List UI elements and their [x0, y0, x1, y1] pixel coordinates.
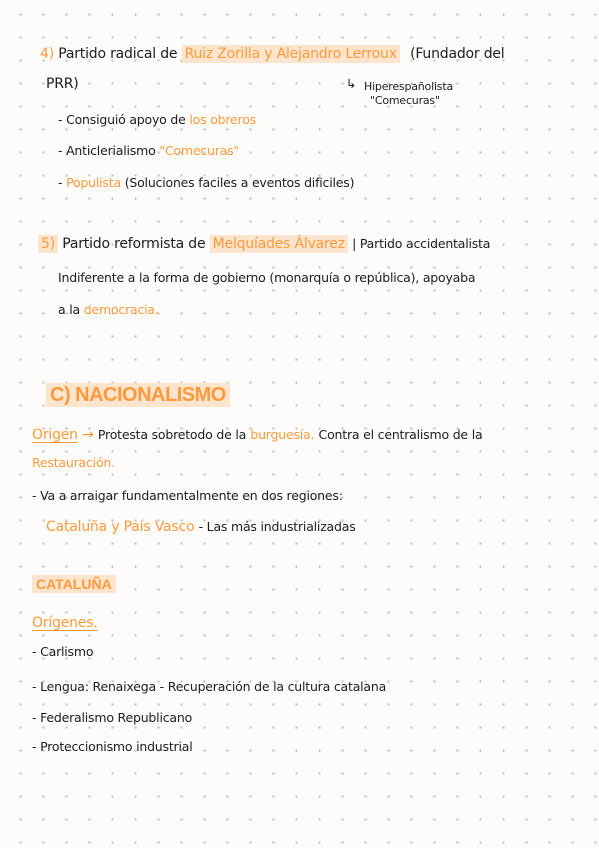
section-4-prr: PRR): [46, 76, 79, 92]
region-pais-vasco: País Vasco: [123, 519, 195, 535]
cataluna-item-2: - Lengua: Renaixega - Recuperación de la cultura catalana: [32, 679, 387, 694]
origen-restauracion: Restauración.: [32, 455, 115, 470]
section-5-line-3: [58, 300, 159, 320]
section-5-number: 5): [38, 235, 58, 253]
section-4-bullet-3: - Populista (Soluciones faciles a eventos dificiles): [58, 175, 355, 190]
origen-arrow: →: [82, 427, 94, 443]
section-5-line-2: Indiferente a la forma de gobierno (monarquía o república), apoyaba: [58, 270, 476, 285]
section-4-bullet-2: [58, 141, 239, 161]
nacionalismo-regiones-list: [46, 517, 356, 537]
bullet-2-text: - Anticlerialismo: [58, 143, 156, 158]
bullet-1-highlight: los obreros: [189, 112, 256, 127]
nacionalismo-title: [46, 384, 230, 407]
bullet-2-highlight: "Comecuras": [159, 143, 239, 158]
region-y: y: [111, 519, 120, 535]
section-4-note-1: Hiperespañolista: [364, 80, 453, 93]
section-5-leader: Melquíades Álvarez: [210, 235, 348, 253]
nacionalismo-origen-line: [32, 425, 482, 445]
cataluna-origenes: Orígenes.: [32, 615, 98, 631]
regiones-note: - Las más industrializadas: [198, 519, 356, 534]
bullet-3-text: (Soluciones faciles a eventos dificiles): [124, 175, 355, 190]
section-5-heading: [38, 234, 490, 254]
bullet-1-text: - Consiguió apoyo de: [58, 112, 186, 127]
section-4-note-2: "Comecuras": [370, 94, 440, 107]
section-4-note-arrow: ↳: [346, 76, 357, 91]
cataluna-title-text: CATALUÑA: [32, 575, 116, 593]
origen-text-2: Contra el centralismo de la: [318, 427, 483, 442]
origen-label: Origen: [32, 427, 78, 443]
section-5-rest: | Partido accidentalista: [352, 236, 491, 251]
section-4-label: Partido radical de: [58, 46, 178, 62]
cataluna-item-1: - Carlismo: [32, 644, 94, 659]
bullet-3-highlight: Populista: [66, 175, 121, 190]
region-cataluna: Cataluña: [46, 519, 108, 535]
origen-burguesia: burguesía.: [250, 427, 315, 442]
origen-text-1: Protesta sobretodo de la: [97, 427, 247, 442]
cataluna-title: [32, 576, 116, 592]
section-4-founder: (Fundador del: [410, 46, 505, 62]
section-5-line-3-text: a la: [58, 302, 80, 317]
section-5-line-3-highlight: democracia.: [83, 302, 159, 317]
nacionalismo-title-text: C) NACIONALISMO: [46, 383, 230, 407]
section-4-leaders: Ruiz Zorilla y Alejandro Lerroux: [182, 45, 400, 63]
nacionalismo-regiones: - Va a arraigar fundamentalmente en dos regiones:: [32, 488, 343, 503]
cataluna-item-4: - Proteccionismo industrial: [32, 739, 193, 754]
section-4-heading: [40, 44, 505, 64]
section-5-label: Partido reformista de: [62, 236, 206, 252]
section-4-number: 4): [40, 46, 54, 62]
section-4-bullet-1: [58, 110, 256, 130]
cataluna-item-3: - Federalismo Republicano: [32, 710, 193, 725]
